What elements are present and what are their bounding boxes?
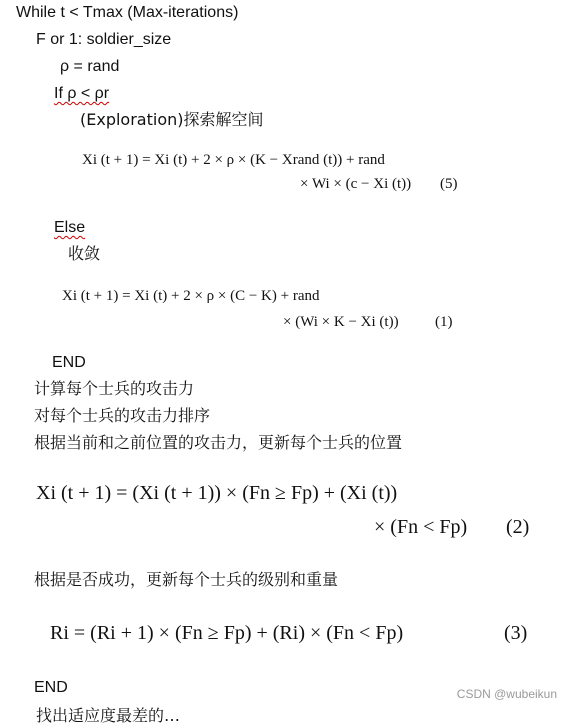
rho-line: ρ = rand <box>60 58 120 75</box>
update-position-line: 根据当前和之前位置的攻击力，更新每个士兵的位置 <box>34 433 403 452</box>
equation-5-line2: × Wi × (c − Xi (t)) <box>300 176 412 192</box>
if-line: If ρ < ρr <box>54 85 110 102</box>
equation-2-line2: × (Fn < Fp) <box>374 516 468 538</box>
end-inner-line: END <box>52 354 86 371</box>
equation-2-line1: Xi (t + 1) = (Xi (t + 1)) × (Fn ≥ Fp) + (Xi (t)) <box>36 482 398 504</box>
watermark: CSDN @wubeikun <box>456 687 557 701</box>
converge-line: 收敛 <box>68 244 101 263</box>
sort-attack-line: 对每个士兵的攻击力排序 <box>34 406 211 425</box>
calc-attack-line: 计算每个士兵的攻击力 <box>34 379 195 398</box>
equation-3-line1: Ri = (Ri + 1) × (Fn ≥ Fp) + (Ri) × (Fn < Fp) <box>50 622 404 644</box>
for-line: F or 1: soldier_size <box>36 31 172 48</box>
update-rank-line: 根据是否成功，更新每个士兵的级别和重量 <box>34 570 339 589</box>
exploration-line: (Exploration)探索解空间 <box>80 110 264 129</box>
else-line: Else <box>54 219 86 236</box>
equation-5-line1: Xi (t + 1) = Xi (t) + 2 × ρ × (K − Xrand (t)) + rand <box>82 152 385 168</box>
while-line: While t < Tmax (Max-iterations) <box>16 4 239 21</box>
equation-1-line2: × (Wi × K − Xi (t)) <box>283 314 399 330</box>
equation-5-number: (5) <box>440 176 458 192</box>
equation-1-line1: Xi (t + 1) = Xi (t) + 2 × ρ × (C − K) + rand <box>62 288 320 304</box>
equation-3-number: (3) <box>504 622 528 644</box>
equation-2-number: (2) <box>506 516 530 538</box>
cut-off-line: 找出适应度最差的… <box>36 706 181 725</box>
end-outer-line: END <box>34 679 68 696</box>
equation-1-number: (1) <box>435 314 453 330</box>
